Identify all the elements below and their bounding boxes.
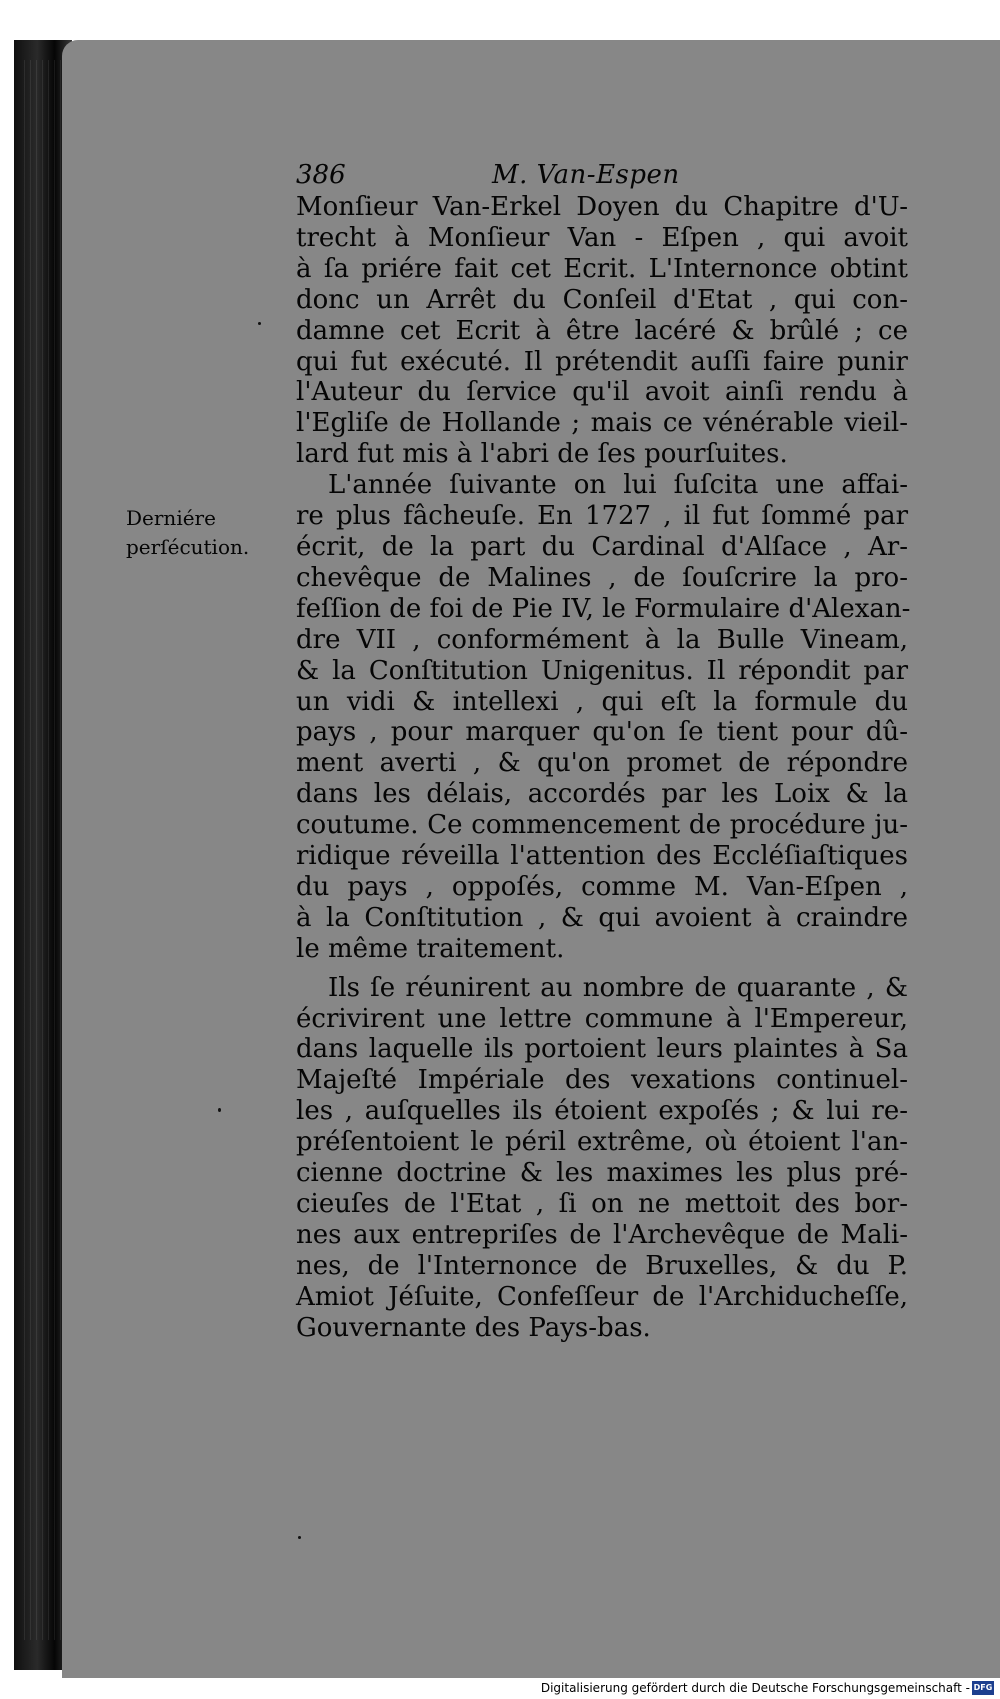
text-line: qui fut exécuté. Il prétendit auſſi faire punir	[296, 346, 908, 377]
text-line: coutume. Ce commencement de procédure ju-	[296, 810, 908, 841]
text-line: donc un Arrêt du Conſeil d'Etat , qui con-	[296, 284, 908, 315]
text-line: l'Egliſe de Hollande ; mais ce vénérable vieil-	[296, 408, 908, 439]
paragraph	[296, 192, 908, 470]
text-line: dans laquelle ils portoient leurs plaintes à Sa	[296, 1034, 908, 1065]
text-line: lard fut mis à l'abri de ſes pourſuites.	[296, 439, 788, 470]
body-text	[296, 192, 911, 1344]
text-line: cieuſes de l'Etat , ſi on ne mettoit des bor-	[296, 1189, 908, 1219]
ink-speck	[218, 1108, 221, 1112]
text-line: dans les délais, accordés par les Loix & la	[296, 779, 908, 810]
digitization-credit: Digitalisierung gefördert durch die Deutsche Forschungsgemeinschaft -	[540, 1681, 970, 1695]
running-title: M. Van-Espen	[492, 160, 680, 190]
text-line: écrit, de la part du Cardinal d'Alſace , Ar-	[296, 531, 908, 562]
binding-texture	[24, 60, 64, 1640]
text-line: trecht à Monſieur Van - Eſpen , qui avoit	[296, 222, 908, 253]
text-line: chevêque de Malines , de ſouſcrire la pro-	[296, 562, 908, 593]
text-line: écrivirent une lettre commune à l'Empereur,	[296, 1003, 908, 1034]
margin-note	[126, 504, 286, 562]
text-line: à ſa priére fait cet Ecrit. L'Internonce obtint	[296, 253, 908, 284]
text-line: nes, de l'Internonce de Bruxelles, & du P.	[296, 1250, 908, 1281]
ink-speck	[298, 1536, 301, 1539]
text-line: cienne doctrine & les maximes les plus pré-	[296, 1158, 908, 1189]
text-line: dre VII , conformément à la Bulle Vineam,	[296, 624, 908, 655]
text-line: & la Conſtitution Unigenitus. Il répondit par	[296, 655, 908, 686]
text-line: damne cet Ecrit à être lacéré & brûlé ; ce	[296, 315, 908, 346]
text-line: à la Conſtitution , & qui avoient à craindre	[296, 902, 908, 933]
text-line: l'Auteur du ſervice qu'il avoit ainſi rendu à	[296, 377, 908, 408]
text-line: du pays , oppoſés, comme M. Van-Eſpen ,	[296, 871, 908, 902]
text-line: Amiot Jéſuite, Confeſſeur de l'Archiducheſſe,	[296, 1281, 908, 1312]
text-line: L'année ſuivante on lui ſuſcita une affai-	[328, 470, 908, 501]
text-line: nes aux entrepriſes de l'Archevêque de Mali-	[296, 1219, 908, 1250]
paragraph-gap	[296, 965, 908, 973]
text-line: un vidi & intellexi , qui eſt la formule du	[296, 686, 908, 717]
text-line: préſentoient le péril extrême, où étoient l'an-	[296, 1127, 908, 1158]
text-line: ridique réveilla l'attention des Eccléſiaſtiques	[296, 841, 908, 872]
text-line: Monſieur Van-Erkel Doyen du Chapitre d'U-	[296, 192, 908, 222]
text-line: Gouvernante des Pays-bas.	[296, 1312, 651, 1343]
text-line: pays , pour marquer qu'on ſe tient pour dû-	[296, 717, 908, 748]
paragraph	[296, 973, 908, 1344]
text-line: Majeſté Impériale des vexations continuel-	[296, 1065, 908, 1096]
text-line: ment averti , & qu'on promet de répondre	[296, 748, 908, 779]
ink-speck	[258, 322, 261, 325]
margin-note-line: Derniére	[126, 506, 216, 530]
text-line: re plus fâcheuſe. En 1727 , il fut ſommé par	[296, 501, 908, 532]
page-number: 386	[296, 160, 346, 190]
dfg-logo: DFG	[972, 1681, 994, 1695]
text-line: les , auſquelles ils étoient expoſés ; & lui re-	[296, 1096, 908, 1127]
text-line: le même traitement.	[296, 933, 565, 964]
paragraph	[296, 470, 911, 965]
text-line: Ils ſe réunirent au nombre de quarante , &	[328, 972, 908, 1003]
margin-note-line: perſécution.	[126, 535, 250, 559]
text-line: feſſion de foi de Pie IV, le Formulaire d'Alexan-	[296, 593, 911, 624]
